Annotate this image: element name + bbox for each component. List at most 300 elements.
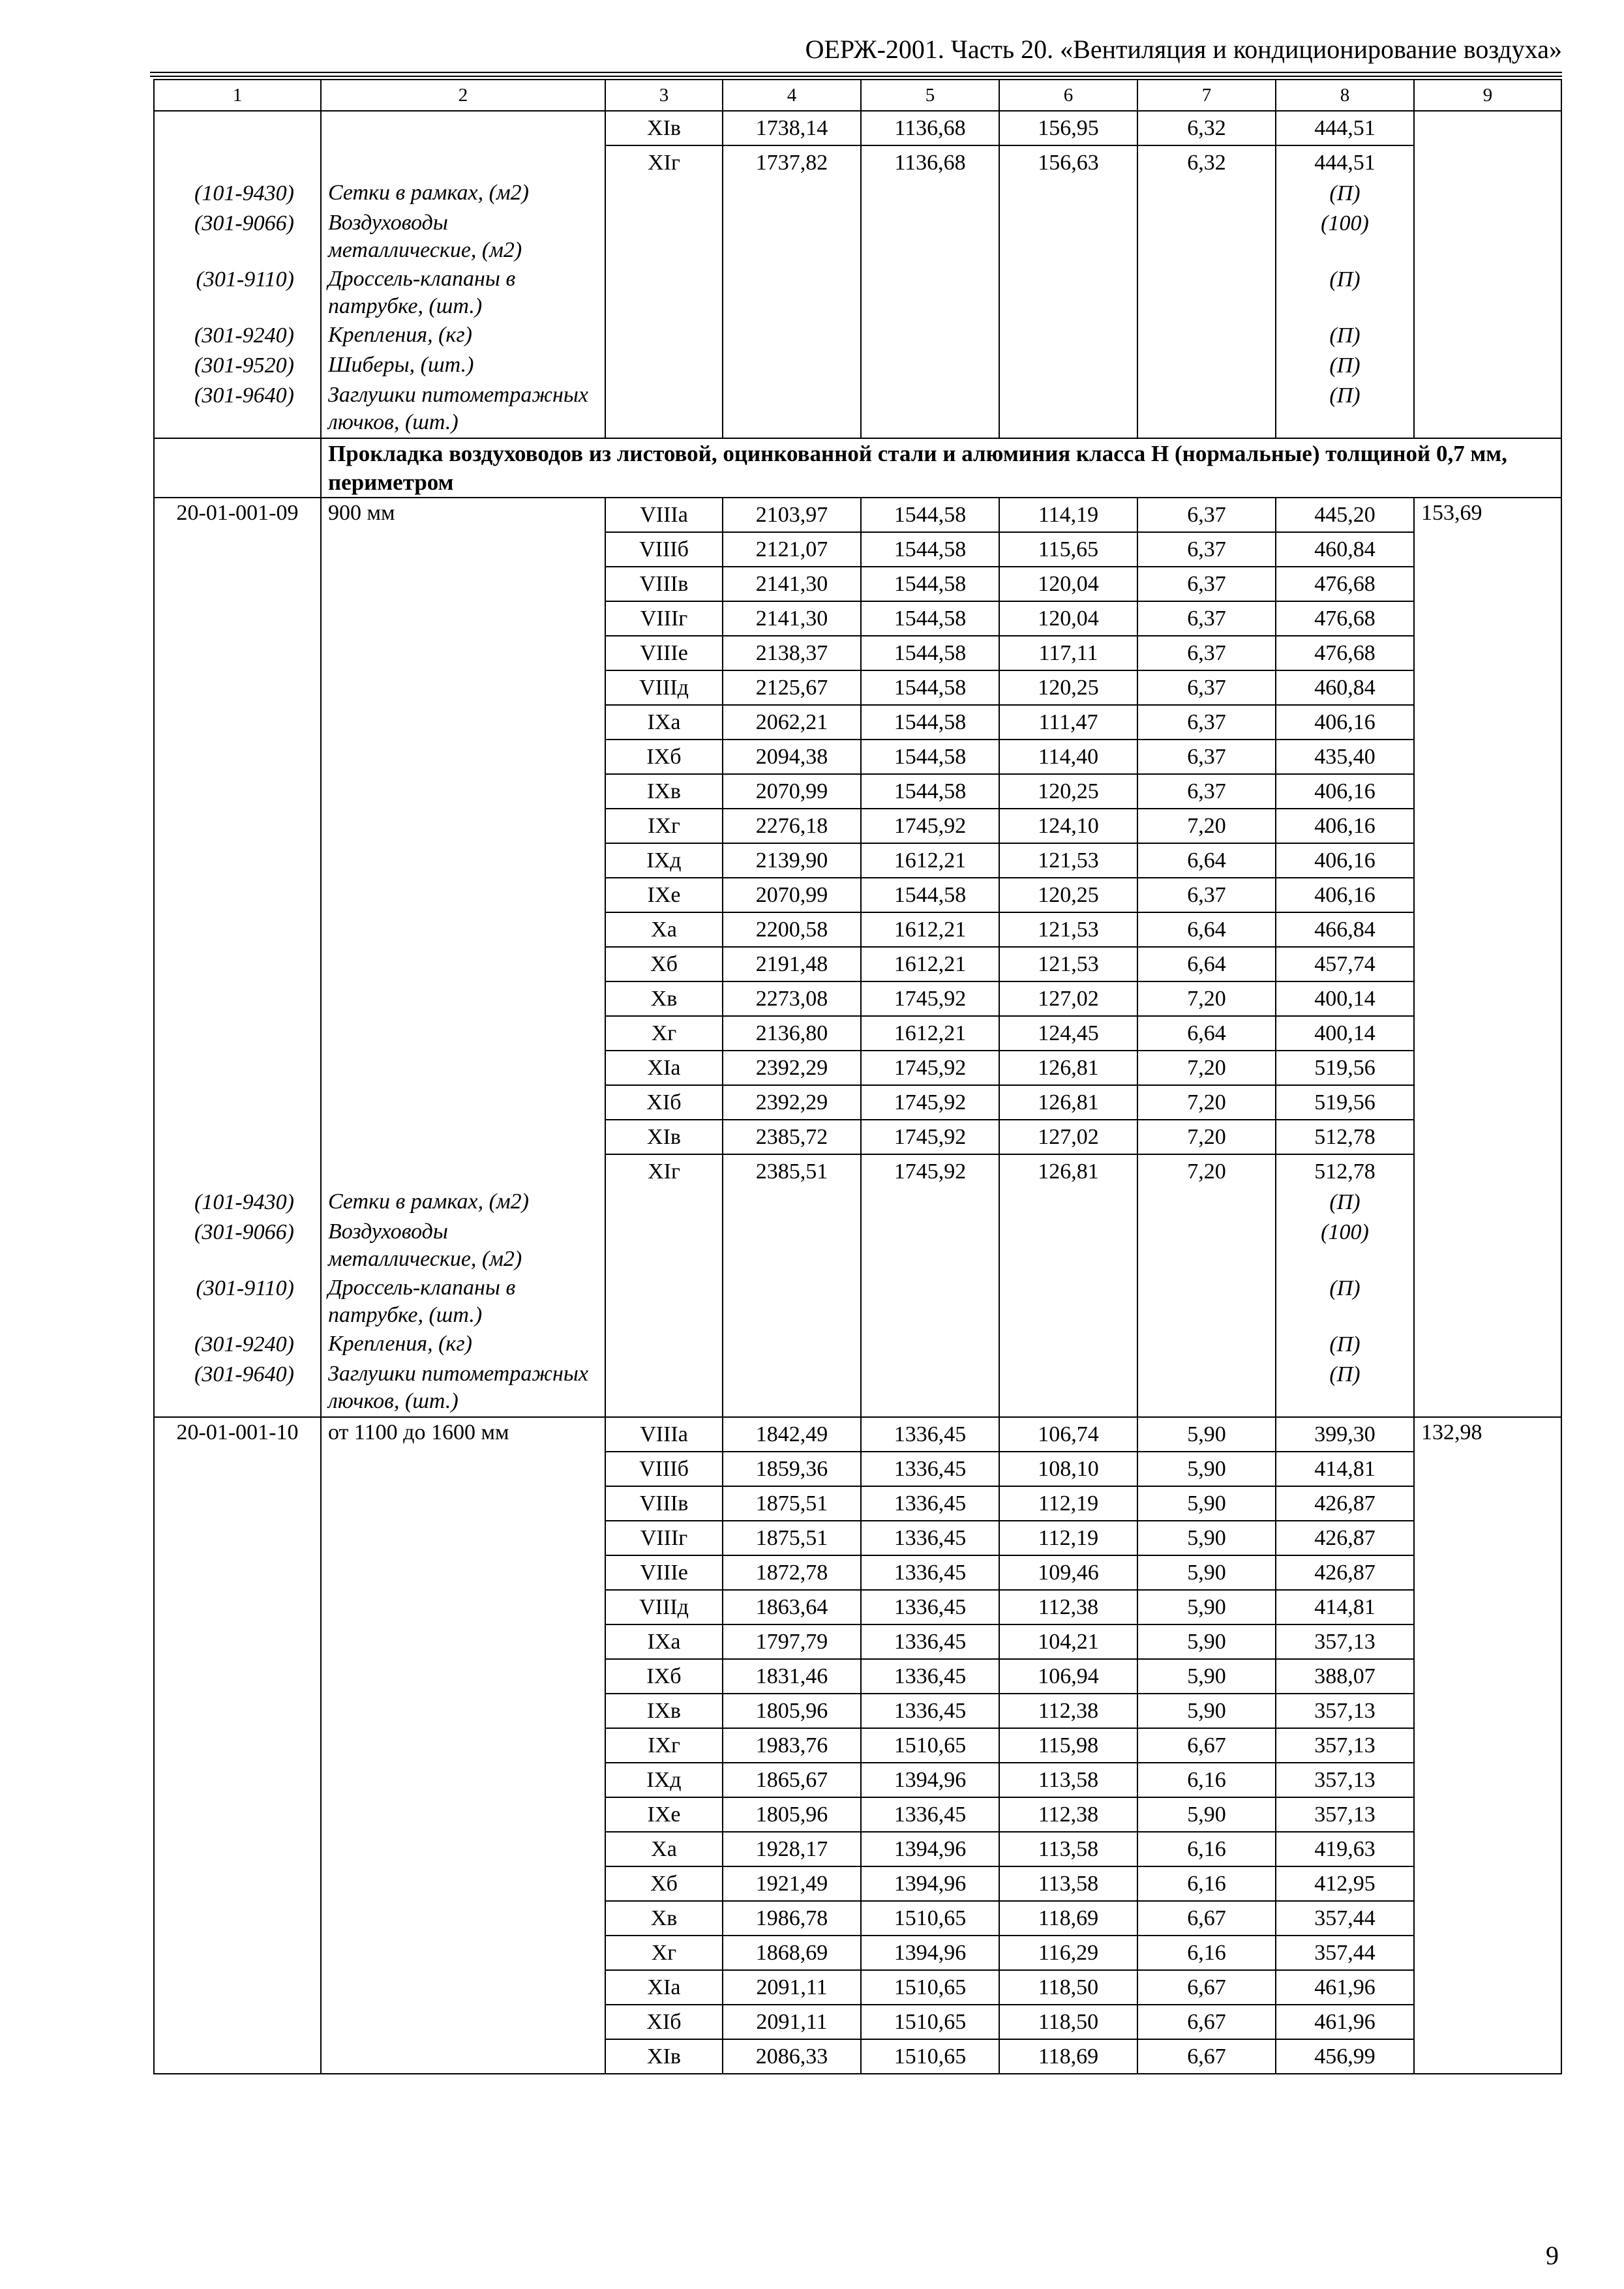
- table-row: [154, 1936, 1561, 1970]
- name-cell: [321, 1555, 605, 1590]
- c5-cell: 1544,58: [861, 740, 999, 774]
- page-header-title: ОЕРЖ-2001. Часть 20. «Вентиляция и кондиционирование воздуха»: [805, 35, 1562, 64]
- c9-cell: [1414, 1970, 1561, 2005]
- name-cell: [321, 1936, 605, 1970]
- c8-cell: 476,68: [1276, 601, 1414, 636]
- resource-code: (301-9240): [154, 322, 321, 352]
- c6-cell: 124,45: [999, 1016, 1137, 1051]
- table-row: [154, 1016, 1561, 1051]
- c3-cell: IXд: [605, 1763, 723, 1797]
- name-cell: [321, 947, 605, 981]
- c9-cell: [1414, 1188, 1561, 1218]
- resource-name: Воздуховоды металлические, (м2): [321, 1218, 605, 1274]
- code-cell: [154, 1832, 321, 1866]
- c5-cell: 1136,68: [861, 111, 999, 145]
- c6-cell: 112,19: [999, 1486, 1137, 1521]
- c5-cell: 1544,58: [861, 567, 999, 601]
- c9-cell: [1414, 1452, 1561, 1486]
- name-cell: от 1100 до 1600 мм: [321, 1417, 605, 1452]
- table-row: [154, 1486, 1561, 1521]
- c5-cell: 1544,58: [861, 774, 999, 809]
- table-row: [154, 1797, 1561, 1832]
- c3-cell: XIв: [605, 2039, 723, 2074]
- c3-cell: XIб: [605, 1085, 723, 1120]
- c6-cell: 121,53: [999, 912, 1137, 947]
- c5-cell: 1745,92: [861, 809, 999, 843]
- resource-code: (301-9110): [154, 265, 321, 322]
- c3-cell: VIIIе: [605, 1555, 723, 1590]
- c7-cell: 5,90: [1137, 1797, 1276, 1832]
- c4-cell: 2062,21: [723, 705, 861, 740]
- c8-cell: 460,84: [1276, 532, 1414, 567]
- c4-cell: 1797,79: [723, 1624, 861, 1659]
- c5-cell: 1510,65: [861, 2005, 999, 2039]
- c6-cell: 116,29: [999, 1936, 1137, 1970]
- resource-code: (301-9066): [154, 209, 321, 265]
- table-row: [154, 843, 1561, 878]
- c3-cell: Xа: [605, 912, 723, 947]
- c3-cell: VIIIд: [605, 1590, 723, 1624]
- c7-cell: 6,16: [1137, 1763, 1276, 1797]
- c3-cell: [605, 265, 723, 322]
- c7-cell: 5,90: [1137, 1452, 1276, 1486]
- c5-cell: 1544,58: [861, 878, 999, 912]
- code-cell: [154, 878, 321, 912]
- c9-cell: [1414, 1590, 1561, 1624]
- resource-row: [154, 265, 1561, 322]
- c9-cell: [1414, 111, 1561, 145]
- table-row: [154, 1051, 1561, 1085]
- c5-cell: 1510,65: [861, 1728, 999, 1763]
- table-row: [154, 1659, 1561, 1694]
- c5-cell: 1745,92: [861, 1051, 999, 1085]
- c7-cell: [1137, 1330, 1276, 1360]
- column-number: 1: [154, 80, 321, 111]
- c6-cell: 118,69: [999, 2039, 1137, 2074]
- c8-cell: 456,99: [1276, 2039, 1414, 2074]
- resource-value: (П): [1276, 322, 1414, 352]
- c9-cell: [1414, 1624, 1561, 1659]
- c6-cell: 112,38: [999, 1797, 1137, 1832]
- c7-cell: 6,37: [1137, 740, 1276, 774]
- table-row: [154, 1521, 1561, 1555]
- c9-cell: [1414, 636, 1561, 670]
- c3-cell: Xв: [605, 1901, 723, 1936]
- c9-cell: [1414, 322, 1561, 352]
- c9-cell: [1414, 1521, 1561, 1555]
- column-number: 4: [723, 80, 861, 111]
- c9-cell: [1414, 1728, 1561, 1763]
- resource-name: Шиберы, (шт.): [321, 352, 605, 382]
- c8-cell: 419,63: [1276, 1832, 1414, 1866]
- c5-cell: 1745,92: [861, 1085, 999, 1120]
- code-cell: [154, 145, 321, 179]
- c1-cell: [154, 438, 321, 498]
- name-cell: [321, 670, 605, 705]
- c4-cell: 1831,46: [723, 1659, 861, 1694]
- name-cell: [321, 774, 605, 809]
- table-row: [154, 1085, 1561, 1120]
- c8-cell: 399,30: [1276, 1417, 1414, 1452]
- table-row: [154, 774, 1561, 809]
- code-cell: [154, 774, 321, 809]
- c3-cell: Xг: [605, 1936, 723, 1970]
- resource-name: Заглушки питометражных лючков, (шт.): [321, 1360, 605, 1417]
- c6-cell: 114,40: [999, 740, 1137, 774]
- c6-cell: 124,10: [999, 809, 1137, 843]
- resource-value: (П): [1276, 1274, 1414, 1330]
- c6-cell: 108,10: [999, 1452, 1137, 1486]
- c9-cell: [1414, 1866, 1561, 1901]
- resource-code: (301-9110): [154, 1274, 321, 1330]
- c4-cell: [723, 265, 861, 322]
- resource-row: [154, 1330, 1561, 1360]
- name-cell: [321, 1901, 605, 1936]
- resource-row: [154, 1360, 1561, 1417]
- table-row: [154, 740, 1561, 774]
- c5-cell: 1336,45: [861, 1694, 999, 1728]
- c7-cell: 6,67: [1137, 1970, 1276, 2005]
- c6-cell: [999, 382, 1137, 438]
- c9-cell: [1414, 1797, 1561, 1832]
- c9-cell: [1414, 1832, 1561, 1866]
- c3-cell: [605, 322, 723, 352]
- c7-cell: 6,37: [1137, 498, 1276, 532]
- code-cell: [154, 1120, 321, 1154]
- c4-cell: 2139,90: [723, 843, 861, 878]
- c3-cell: XIг: [605, 1154, 723, 1188]
- c4-cell: [723, 179, 861, 209]
- table-row: [154, 636, 1561, 670]
- c5-cell: 1510,65: [861, 1901, 999, 1936]
- code-cell: [154, 1936, 321, 1970]
- c7-cell: 6,37: [1137, 705, 1276, 740]
- c9-cell: [1414, 1274, 1561, 1330]
- c8-cell: 357,44: [1276, 1936, 1414, 1970]
- resource-value: (П): [1276, 1360, 1414, 1417]
- name-cell: [321, 1832, 605, 1866]
- c6-cell: [999, 209, 1137, 265]
- resource-name: Крепления, (кг): [321, 322, 605, 352]
- c6-cell: 113,58: [999, 1866, 1137, 1901]
- page-number: 9: [1546, 2241, 1559, 2270]
- c7-cell: 7,20: [1137, 1154, 1276, 1188]
- c6-cell: 120,04: [999, 567, 1137, 601]
- c9-cell: [1414, 947, 1561, 981]
- c8-cell: 519,56: [1276, 1085, 1414, 1120]
- c3-cell: VIIIв: [605, 1486, 723, 1521]
- c6-cell: 113,58: [999, 1832, 1137, 1866]
- code-cell: [154, 1970, 321, 2005]
- c5-cell: 1510,65: [861, 2039, 999, 2074]
- code-cell: [154, 1555, 321, 1590]
- c5-cell: 1544,58: [861, 498, 999, 532]
- c3-cell: IXв: [605, 1694, 723, 1728]
- c6-cell: 121,53: [999, 843, 1137, 878]
- c8-cell: 426,87: [1276, 1555, 1414, 1590]
- code-cell: [154, 705, 321, 740]
- c4-cell: [723, 1188, 861, 1218]
- c8-cell: 435,40: [1276, 740, 1414, 774]
- resource-name: Сетки в рамках, (м2): [321, 179, 605, 209]
- c4-cell: 2086,33: [723, 2039, 861, 2074]
- name-cell: [321, 2005, 605, 2039]
- name-cell: [321, 1590, 605, 1624]
- c7-cell: 6,64: [1137, 912, 1276, 947]
- name-cell: [321, 1728, 605, 1763]
- name-cell: [321, 1694, 605, 1728]
- c5-cell: 1544,58: [861, 705, 999, 740]
- c5-cell: 1544,58: [861, 636, 999, 670]
- c5-cell: 1336,45: [861, 1417, 999, 1452]
- name-cell: [321, 601, 605, 636]
- code-cell: [154, 1797, 321, 1832]
- code-cell: [154, 1085, 321, 1120]
- c7-cell: 6,64: [1137, 947, 1276, 981]
- c8-cell: 406,16: [1276, 774, 1414, 809]
- c3-cell: IXг: [605, 1728, 723, 1763]
- code-cell: [154, 1728, 321, 1763]
- c5-cell: [861, 382, 999, 438]
- c5-cell: 1394,96: [861, 1832, 999, 1866]
- c4-cell: [723, 1274, 861, 1330]
- c4-cell: 2070,99: [723, 878, 861, 912]
- name-cell: [321, 1051, 605, 1085]
- c5-cell: 1544,58: [861, 601, 999, 636]
- c7-cell: 6,16: [1137, 1936, 1276, 1970]
- resource-name: Дроссель-клапаны в патрубке, (шт.): [321, 265, 605, 322]
- c6-cell: [999, 1360, 1137, 1417]
- c3-cell: VIIIд: [605, 670, 723, 705]
- code-cell: [154, 981, 321, 1016]
- c9-cell: [1414, 1901, 1561, 1936]
- c3-cell: IXв: [605, 774, 723, 809]
- c4-cell: [723, 209, 861, 265]
- c4-cell: 2191,48: [723, 947, 861, 981]
- c5-cell: 1745,92: [861, 1120, 999, 1154]
- c5-cell: 1544,58: [861, 670, 999, 705]
- c6-cell: [999, 322, 1137, 352]
- c4-cell: 1842,49: [723, 1417, 861, 1452]
- table-row: [154, 878, 1561, 912]
- c5-cell: 1612,21: [861, 1016, 999, 1051]
- resource-code: (301-9066): [154, 1218, 321, 1274]
- code-cell: [154, 1659, 321, 1694]
- c8-cell: 406,16: [1276, 843, 1414, 878]
- code-cell: [154, 670, 321, 705]
- name-cell: [321, 1521, 605, 1555]
- code-cell: [154, 2039, 321, 2074]
- c6-cell: 121,53: [999, 947, 1137, 981]
- c3-cell: Xб: [605, 947, 723, 981]
- c7-cell: 6,67: [1137, 2039, 1276, 2074]
- table-row: [154, 2039, 1561, 2074]
- name-cell: [321, 145, 605, 179]
- section-title: Прокладка воздуховодов из листовой, оцинкованной стали и алюминия класса Н (нормальные) толщиной 0,7 мм, периметром: [321, 438, 1561, 498]
- c9-cell: [1414, 352, 1561, 382]
- resource-code: (301-9640): [154, 382, 321, 438]
- table-row: [154, 1866, 1561, 1901]
- c4-cell: 1875,51: [723, 1486, 861, 1521]
- c9-cell: [1414, 1120, 1561, 1154]
- c6-cell: [999, 1188, 1137, 1218]
- c5-cell: [861, 322, 999, 352]
- resource-value: (100): [1276, 1218, 1414, 1274]
- c9-cell: [1414, 1051, 1561, 1085]
- c9-cell: [1414, 1085, 1561, 1120]
- table-row: [154, 498, 1561, 532]
- c8-cell: 406,16: [1276, 705, 1414, 740]
- table-row: [154, 1970, 1561, 2005]
- table-row: [154, 1417, 1561, 1452]
- table-row: [154, 2005, 1561, 2039]
- c9-cell: [1414, 1154, 1561, 1188]
- c8-cell: 466,84: [1276, 912, 1414, 947]
- table-row: [154, 567, 1561, 601]
- c8-cell: 426,87: [1276, 1486, 1414, 1521]
- c6-cell: 113,58: [999, 1763, 1137, 1797]
- code-cell: 20-01-001-09: [154, 498, 321, 532]
- c8-cell: 476,68: [1276, 567, 1414, 601]
- c7-cell: [1137, 1188, 1276, 1218]
- name-cell: [321, 1970, 605, 2005]
- c6-cell: 115,98: [999, 1728, 1137, 1763]
- c3-cell: [605, 1188, 723, 1218]
- name-cell: [321, 1085, 605, 1120]
- column-number: 2: [321, 80, 605, 111]
- resource-value: (П): [1276, 1188, 1414, 1218]
- section-title-row: [154, 438, 1561, 498]
- c3-cell: [605, 382, 723, 438]
- table-row: [154, 912, 1561, 947]
- c6-cell: 109,46: [999, 1555, 1137, 1590]
- name-cell: [321, 567, 605, 601]
- code-cell: [154, 1452, 321, 1486]
- name-cell: [321, 1452, 605, 1486]
- c7-cell: 6,37: [1137, 670, 1276, 705]
- c8-cell: 519,56: [1276, 1051, 1414, 1085]
- table-row: [154, 705, 1561, 740]
- c3-cell: VIIIг: [605, 601, 723, 636]
- c8-cell: 357,44: [1276, 1901, 1414, 1936]
- name-cell: [321, 740, 605, 774]
- c4-cell: 1928,17: [723, 1832, 861, 1866]
- c9-cell: [1414, 774, 1561, 809]
- resource-row: [154, 1274, 1561, 1330]
- c7-cell: 6,37: [1137, 601, 1276, 636]
- code-cell: [154, 1590, 321, 1624]
- column-number: 8: [1276, 80, 1414, 111]
- c9-cell: [1414, 740, 1561, 774]
- name-cell: [321, 843, 605, 878]
- c6-cell: 118,50: [999, 2005, 1137, 2039]
- c4-cell: 1805,96: [723, 1797, 861, 1832]
- c5-cell: [861, 1330, 999, 1360]
- c7-cell: [1137, 322, 1276, 352]
- resource-name: Сетки в рамках, (м2): [321, 1188, 605, 1218]
- c3-cell: [605, 179, 723, 209]
- table-row: [154, 947, 1561, 981]
- c9-cell: [1414, 1694, 1561, 1728]
- c5-cell: 1394,96: [861, 1763, 999, 1797]
- c4-cell: 2094,38: [723, 740, 861, 774]
- code-cell: [154, 111, 321, 145]
- c9-cell: [1414, 265, 1561, 322]
- c4-cell: 2091,11: [723, 2005, 861, 2039]
- c5-cell: 1612,21: [861, 912, 999, 947]
- c6-cell: [999, 352, 1137, 382]
- c9-cell: [1414, 2039, 1561, 2074]
- c9-cell: [1414, 532, 1561, 567]
- c9-cell: [1414, 1360, 1561, 1417]
- c5-cell: 1745,92: [861, 981, 999, 1016]
- c3-cell: IXе: [605, 878, 723, 912]
- c9-cell: [1414, 912, 1561, 947]
- table-row: [154, 1832, 1561, 1866]
- resource-row: [154, 179, 1561, 209]
- c3-cell: IXд: [605, 843, 723, 878]
- code-cell: [154, 1763, 321, 1797]
- c4-cell: 2392,29: [723, 1051, 861, 1085]
- c9-cell: [1414, 1016, 1561, 1051]
- table-row: [154, 1728, 1561, 1763]
- code-cell: [154, 1521, 321, 1555]
- c3-cell: IXб: [605, 1659, 723, 1694]
- c6-cell: [999, 1330, 1137, 1360]
- resource-name: Воздуховоды металлические, (м2): [321, 209, 605, 265]
- c3-cell: VIIIа: [605, 498, 723, 532]
- c3-cell: [605, 1330, 723, 1360]
- c8-cell: 461,96: [1276, 1970, 1414, 2005]
- c6-cell: 118,50: [999, 1970, 1137, 2005]
- c6-cell: 106,74: [999, 1417, 1137, 1452]
- c8-cell: 444,51: [1276, 145, 1414, 179]
- c9-cell: [1414, 382, 1561, 438]
- c4-cell: [723, 1218, 861, 1274]
- resource-code: (101-9430): [154, 179, 321, 209]
- c7-cell: [1137, 179, 1276, 209]
- c8-cell: 414,81: [1276, 1452, 1414, 1486]
- c7-cell: 5,90: [1137, 1521, 1276, 1555]
- name-cell: [321, 636, 605, 670]
- c3-cell: XIа: [605, 1051, 723, 1085]
- c7-cell: 6,32: [1137, 111, 1276, 145]
- c5-cell: [861, 1360, 999, 1417]
- c9-cell: [1414, 1486, 1561, 1521]
- c4-cell: 2070,99: [723, 774, 861, 809]
- c5-cell: 1336,45: [861, 1590, 999, 1624]
- c4-cell: 1872,78: [723, 1555, 861, 1590]
- c5-cell: 1745,92: [861, 1154, 999, 1188]
- c3-cell: [605, 352, 723, 382]
- rates-table: [153, 79, 1562, 2074]
- resource-row: [154, 209, 1561, 265]
- c4-cell: 1863,64: [723, 1590, 861, 1624]
- c8-cell: 388,07: [1276, 1659, 1414, 1694]
- c6-cell: 112,19: [999, 1521, 1137, 1555]
- c3-cell: VIIIг: [605, 1521, 723, 1555]
- c6-cell: 117,11: [999, 636, 1137, 670]
- name-cell: [321, 2039, 605, 2074]
- c9-cell: [1414, 1659, 1561, 1694]
- c5-cell: [861, 179, 999, 209]
- c9-cell: [1414, 601, 1561, 636]
- table-row: [154, 1590, 1561, 1624]
- c3-cell: [605, 1360, 723, 1417]
- c7-cell: 5,90: [1137, 1624, 1276, 1659]
- c7-cell: 6,16: [1137, 1866, 1276, 1901]
- c5-cell: 1394,96: [861, 1936, 999, 1970]
